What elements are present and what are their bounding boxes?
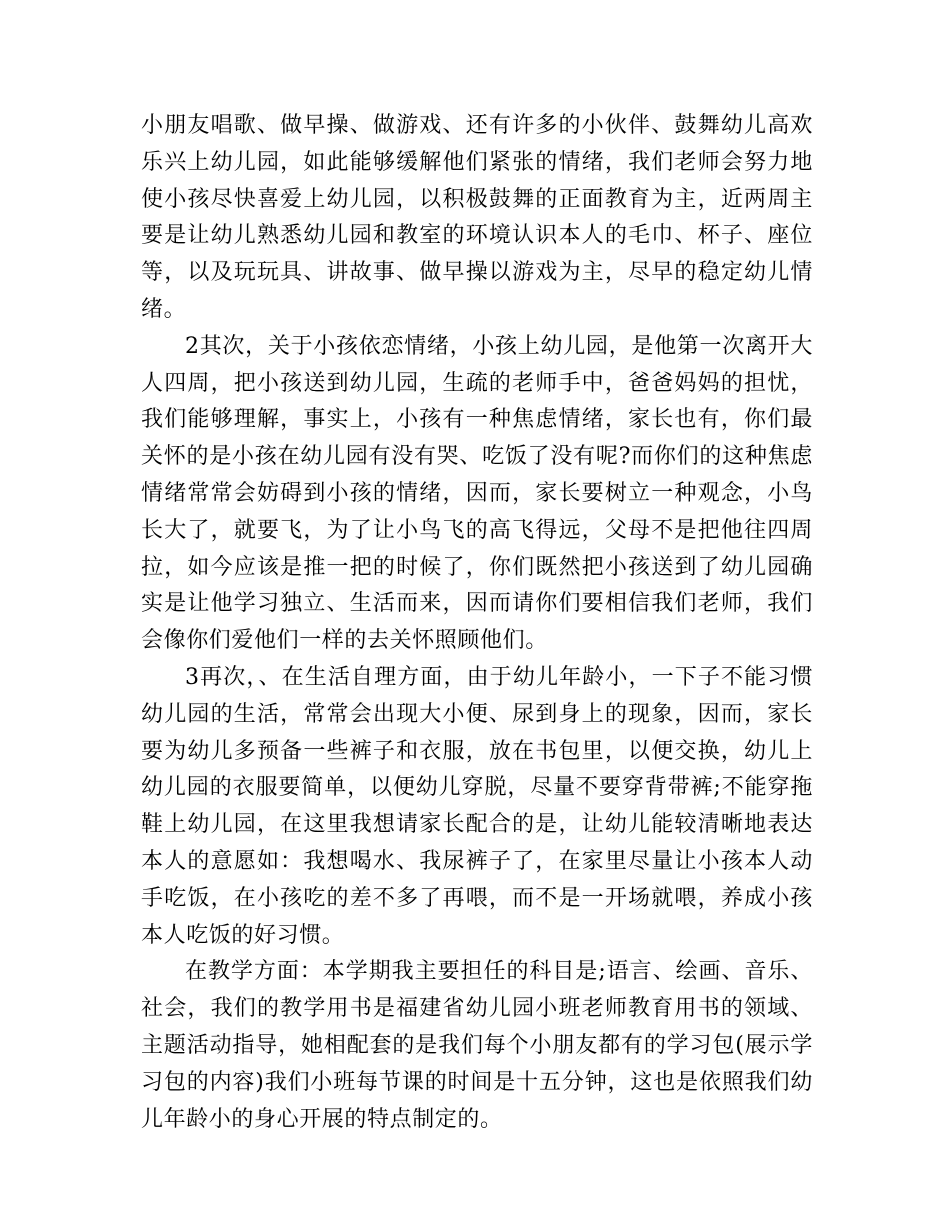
paragraph-2: 2其次，关于小孩依恋情绪，小孩上幼儿园，是他第一次离开大人四周，把小孩送到幼儿园，生疏的老师手中，爸爸妈妈的担忧，我们能够理解，事实上，小孩有一种焦虑情绪，家长也有，你们最关怀的是小孩在幼儿园有没有哭、吃饭了没有呢?而你们的这种焦虑情绪常常会妨碍到小孩的情绪，因而，家长要树立一种观念，小鸟长大了，就要飞，为了让小鸟飞的高飞得远，父母不是把他往四周拉，如今应该是推一把的时候了，你们既然把小孩送到了幼儿园确实是让他学习独立、生活而来，因而请你们要相信我们老师，我们会像你们爱他们一样的去关怀照顾他们。 xyxy=(141,333,813,654)
document-body xyxy=(141,108,813,1138)
paragraph-1-continued: 小朋友唱歌、做早操、做游戏、还有许多的小伙伴、鼓舞幼儿高欢乐兴上幼儿园，如此能够缓解他们紧张的情绪，我们老师会努力地使小孩尽快喜爱上幼儿园，以积极鼓舞的正面教育为主，近两周主要是让幼儿熟悉幼儿园和教室的环境认识本人的毛巾、杯子、座位等，以及玩玩具、讲故事、做早操以游戏为主，尽早的稳定幼儿情绪。 xyxy=(141,113,813,322)
paragraph-3: 3再次，、在生活自理方面，由于幼儿年龄小，一下子不能习惯幼儿园的生活，常常会出现大小便、尿到身上的现象，因而，家长要为幼儿多预备一些裤子和衣服，放在书包里，以便交换，幼儿上幼儿园的衣服要简单，以便幼儿穿脱，尽量不要穿背带裤;不能穿拖鞋上幼儿园，在这里我想请家长配合的是，让幼儿能较清晰地表达本人的意愿如：我想喝水、我尿裤子了，在家里尽量让小孩本人动手吃饭，在小孩吃的差不多了再喂，而不是一开场就喂，养成小孩本人吃饭的好习惯。 xyxy=(141,664,813,948)
paragraph-4: 在教学方面：本学期我主要担任的科目是;语言、绘画、音乐、社会，我们的教学用书是福建省幼儿园小班老师教育用书的领域、主题活动指导，她相配套的是我们每个小朋友都有的学习包(展示学习包的内容)我们小班每节课的时间是十五分钟，这也是依照我们幼儿年龄小的身心开展的特点制定的。 xyxy=(141,959,813,1132)
